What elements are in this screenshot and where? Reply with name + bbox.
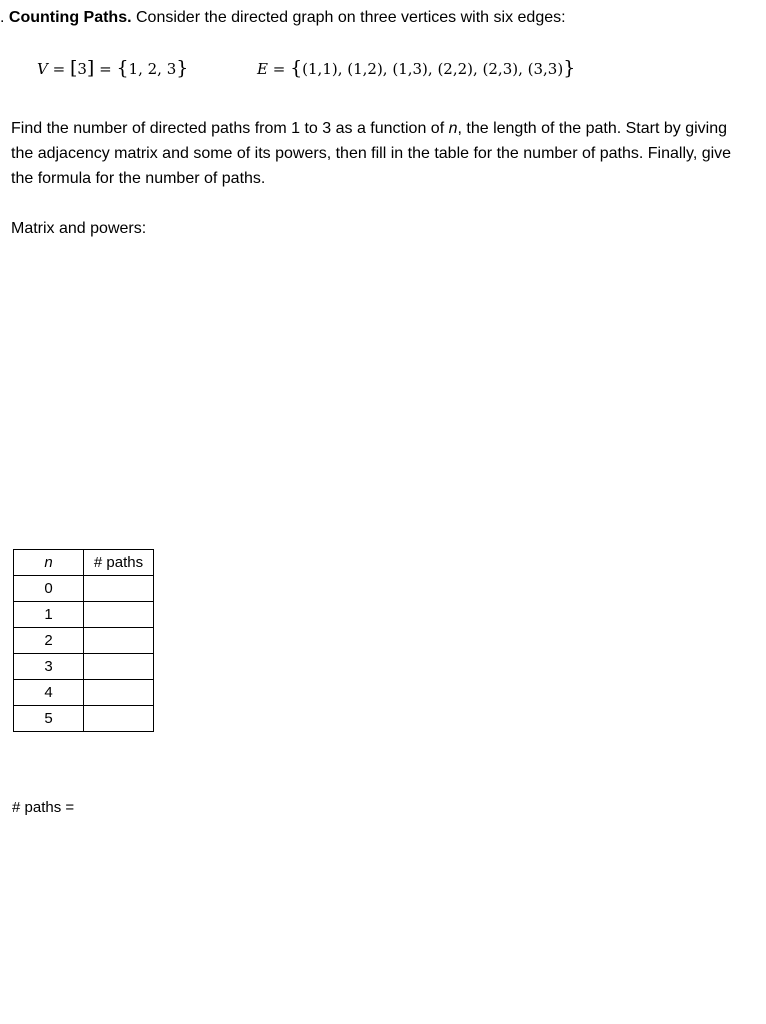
paths-cell[interactable] xyxy=(84,628,154,654)
header-n: n xyxy=(14,550,84,576)
problem-intro: Consider the directed graph on three vertices with six edges: xyxy=(131,9,566,26)
vertex-elements: 1, 2, 3 xyxy=(128,60,177,78)
equals: = xyxy=(94,60,117,78)
bracket-close: ] xyxy=(86,57,95,79)
problem-heading xyxy=(0,8,566,28)
n-cell: 1 xyxy=(14,602,84,628)
table-header-row xyxy=(14,550,154,576)
instructions-part2: , the length of the path. Start by giving the adjacency matrix and some of its powers, then fill in the table for the number of paths. Finally, give the formula for the number of paths. xyxy=(11,120,732,187)
table-row xyxy=(14,654,154,680)
table-row xyxy=(14,602,154,628)
table-row xyxy=(14,628,154,654)
brace-open: { xyxy=(290,57,303,79)
edge-symbol: E xyxy=(257,60,268,78)
vertex-set xyxy=(37,58,188,79)
n-cell: 3 xyxy=(14,654,84,680)
equals: = xyxy=(47,60,70,78)
table-row xyxy=(14,680,154,706)
instructions xyxy=(11,116,751,191)
n-cell: 0 xyxy=(14,576,84,602)
edge-elements: (1,1), (1,2), (1,3), (2,2), (2,3), (3,3) xyxy=(302,60,564,78)
n-cell: 5 xyxy=(14,706,84,732)
instructions-part1: Find the number of directed paths from 1 to 3 as a function of xyxy=(11,120,449,137)
paths-cell[interactable] xyxy=(84,654,154,680)
paths-cell[interactable] xyxy=(84,680,154,706)
edge-set xyxy=(257,58,575,79)
brace-close: } xyxy=(563,57,576,79)
equals: = xyxy=(267,60,291,78)
brace-open: { xyxy=(116,57,129,79)
table-row xyxy=(14,706,154,732)
problem-title: Counting Paths. xyxy=(8,9,132,26)
n-cell: 4 xyxy=(14,680,84,706)
brace-close: } xyxy=(176,57,189,79)
formula-label: # paths = xyxy=(12,799,75,816)
paths-cell[interactable] xyxy=(84,706,154,732)
paths-cell[interactable] xyxy=(84,576,154,602)
n-cell: 2 xyxy=(14,628,84,654)
vertex-count: 3 xyxy=(77,60,87,78)
table-row xyxy=(14,576,154,602)
header-paths: # paths xyxy=(84,550,154,576)
bracket-open: [ xyxy=(69,57,78,79)
paths-table xyxy=(13,549,154,732)
matrix-label: Matrix and powers: xyxy=(11,220,147,237)
instructions-var: n xyxy=(448,120,458,137)
paths-cell[interactable] xyxy=(84,602,154,628)
problem-prefix: . xyxy=(0,9,9,26)
vertex-symbol: V xyxy=(37,60,48,78)
